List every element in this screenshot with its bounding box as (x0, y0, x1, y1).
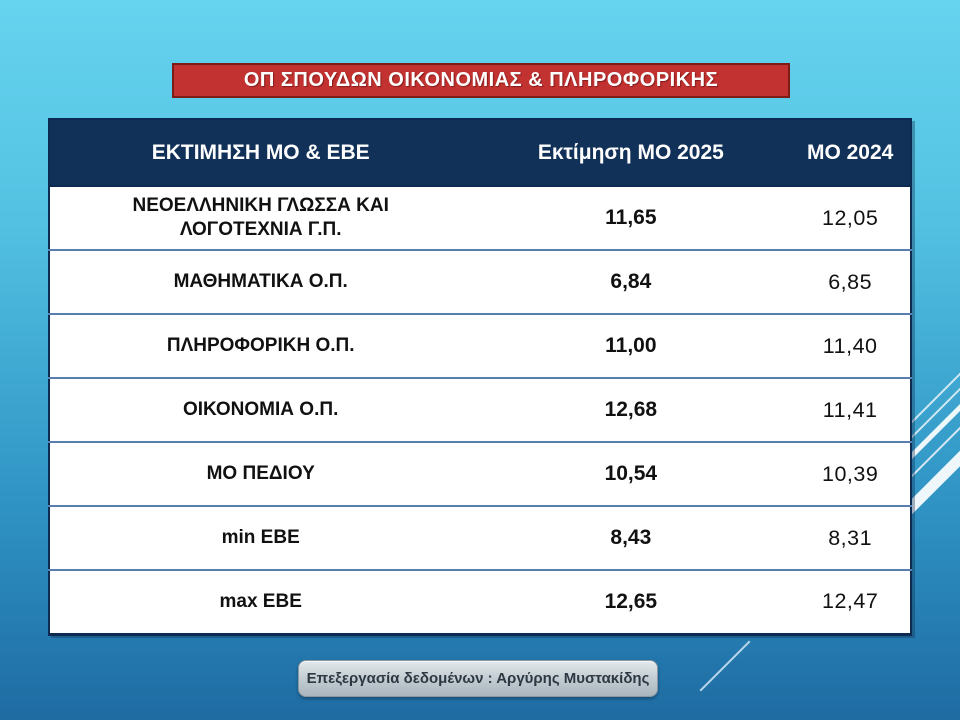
subject-label: ΠΛΗΡΟΦΟΡΙΚΗ Ο.Π. (49, 314, 471, 378)
subject-label: ΜΑΘΗΜΑΤΙΚΑ Ο.Π. (49, 250, 471, 314)
mo-2024-value: 11,40 (790, 314, 911, 378)
estimate-2025-value: 12,65 (471, 570, 790, 634)
subject-label: ΜΟ ΠΕΔΙΟΥ (49, 442, 471, 506)
subject-label: ΟΙΚΟΝΟΜΙΑ Ο.Π. (49, 378, 471, 442)
mo-2024-value: 12,05 (790, 186, 911, 250)
subject-label: ΝΕΟΕΛΛΗΝΙΚΗ ΓΛΩΣΣΑ ΚΑΙ ΛΟΓΟΤΕΧΝΙΑ Γ.Π. (49, 186, 471, 250)
estimates-table-container (48, 118, 912, 635)
table-row (49, 250, 911, 314)
estimates-table (48, 118, 912, 636)
table-header-row (49, 119, 911, 186)
table-row (49, 570, 911, 634)
mo-2024-value: 11,41 (790, 378, 911, 442)
header-estimate-2025-column: Εκτίμηση ΜΟ 2025 (471, 119, 790, 186)
credit-badge (298, 660, 658, 697)
subject-label: min ΕΒΕ (49, 506, 471, 570)
table-row (49, 442, 911, 506)
credit-text: Επεξεργασία δεδομένων : Αργύρης Μυστακίδης (306, 670, 650, 687)
mo-2024-value: 10,39 (790, 442, 911, 506)
mo-2024-value: 6,85 (790, 250, 911, 314)
mo-2024-value: 12,47 (790, 570, 911, 634)
header-mo-2024-column: ΜΟ 2024 (790, 119, 911, 186)
mo-2024-value: 8,31 (790, 506, 911, 570)
slide-title-banner (172, 63, 790, 98)
subject-label: max ΕΒΕ (49, 570, 471, 634)
table-row (49, 314, 911, 378)
estimate-2025-value: 8,43 (471, 506, 790, 570)
estimate-2025-value: 11,65 (471, 186, 790, 250)
estimate-2025-value: 11,00 (471, 314, 790, 378)
table-row (49, 186, 911, 250)
header-subject-column: ΕΚΤΙΜΗΣΗ ΜΟ & ΕΒΕ (49, 119, 471, 186)
slide-title: ΟΠ ΣΠΟΥΔΩΝ ΟΙΚΟΝΟΜΙΑΣ & ΠΛΗΡΟΦΟΡΙΚΗΣ (243, 69, 719, 91)
table-row (49, 506, 911, 570)
estimate-2025-value: 12,68 (471, 378, 790, 442)
estimate-2025-value: 6,84 (471, 250, 790, 314)
table-row (49, 378, 911, 442)
diagonal-stripe (700, 641, 751, 692)
estimate-2025-value: 10,54 (471, 442, 790, 506)
